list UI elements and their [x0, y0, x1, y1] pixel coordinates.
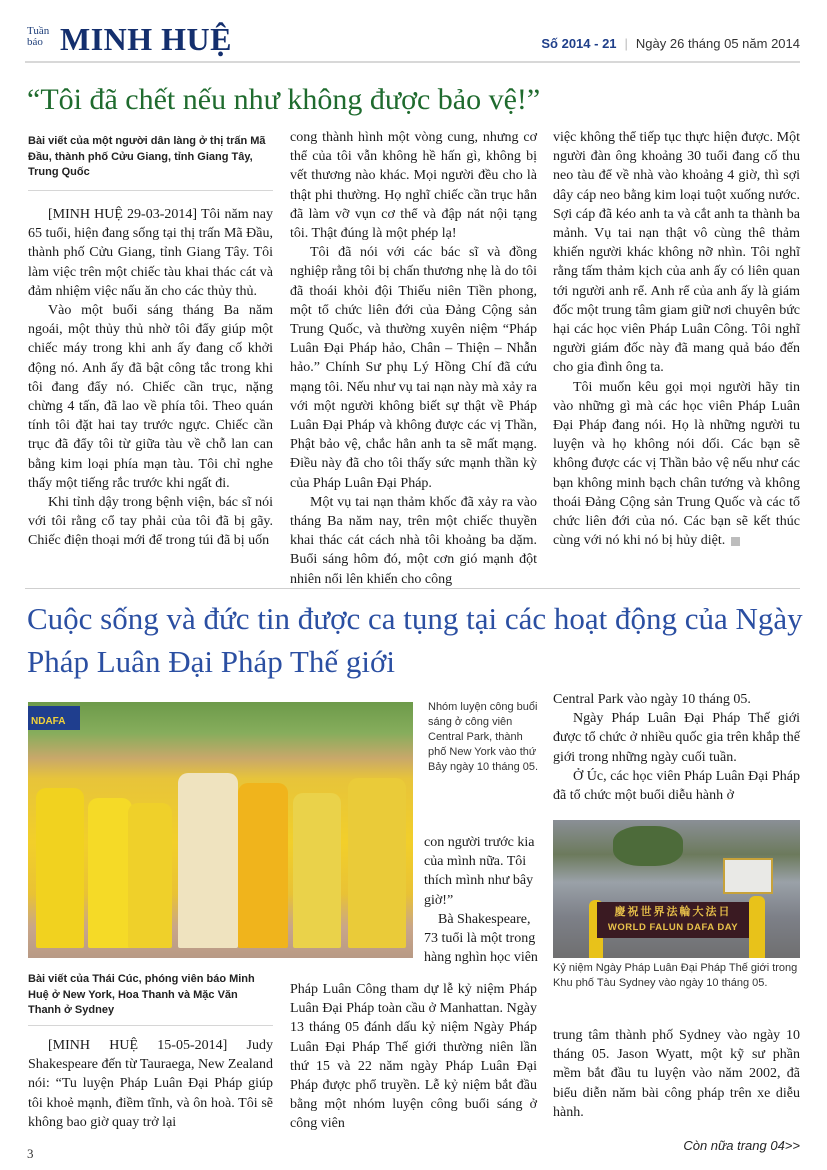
article1-paragraph: [MINH HUỆ 29-03-2014] Tôi năm nay 65 tuổi, hiện đang sống tại thị trấn Mã Đầu, thành phố Cửu Giang, tỉnh Giang Tây. Tôi làm việc trên một chiếc tàu khai thác cát và đảm nhiệm việc nấu ăn cho các thủy thủ.	[28, 207, 273, 299]
article1-paragraph: Khi tỉnh dậy trong bệnh viện, bác sĩ nói với tôi rằng cổ tay phải của tôi đã bị gãy. Chiếc điện thoại mới để trong túi đã bị uốn	[28, 495, 273, 549]
article1-column-2	[290, 128, 537, 589]
article2-title: Cuộc sống và đức tin được ca tụng tại các hoạt động của Ngày Pháp Luân Đại Pháp Thế giới	[27, 601, 803, 679]
figure	[88, 798, 132, 948]
end-of-article-icon	[731, 537, 740, 546]
article2-paragraph: Bà Shakespeare, 73 tuổi là một trong hàng nghìn học viên	[424, 911, 538, 966]
article1-paragraph: Vào một buổi sáng tháng Ba năm ngoái, một thủy thủ nhờ tôi đẩy giúp một chiếc máy trong khi anh ấy đang cố khởi động nó. Anh ấy đã bật công tắc trong khi tôi đang đẩy nó. Chiếc cần trục, nặng chừng 4 tấn, đã lao về phía tôi. Theo quán tính tôi đặt hai tay trước ngực. Chiếc cần trục đã đẩy tôi từ giữa tàu về chỗ lan can bằng kim loại phía mạn tàu. Tôi chỉ nghe thấy một tiếng rắc trước khi ngất đi.	[28, 303, 273, 491]
issue-number: Số 2014 - 21	[541, 36, 617, 51]
issue-separator: |	[624, 36, 628, 51]
figure	[238, 783, 288, 948]
continued-link[interactable]: Còn nữa trang 04>>	[683, 1138, 800, 1153]
figure	[178, 773, 238, 948]
figure	[348, 778, 406, 948]
article1-column-3	[553, 128, 800, 550]
article2-paragraph: Ngày Pháp Luân Đại Pháp Thế giới được tổ chức ở nhiều quốc gia trên khắp thế giới trong những ngày cuối tuần.	[553, 711, 800, 765]
issue-info	[541, 36, 800, 51]
banner-chinese-text: 慶祝世界法輪大法日	[614, 906, 732, 918]
practitioners-figures	[28, 779, 413, 958]
masthead-title: MINH HUỆ	[60, 21, 232, 57]
photo-banner: NDAFA	[28, 706, 80, 730]
article2-paragraph: Ở Úc, các học viên Pháp Luân Đại Pháp đã tổ chức một buổi diễu hành ở	[553, 768, 800, 804]
article1-paragraph	[553, 378, 800, 551]
masthead-prefix-line2: báo	[27, 36, 43, 48]
article1-paragraph: việc không thể tiếp tục thực hiện được. Một người đàn ông khoảng 30 tuổi đang cố thu neo tàu để về nhà vào khoảng 4 giờ, thì sợi dây cáp neo bằng kim loại tuột xuống nước. Sợi cáp đã kéo anh ta và cắt anh ta thành ba mảnh. Vụ tai nạn thật vô cùng thê thảm khiến người khác không nỡ nhìn. Tôi nghĩ rằng tấm thảm kịch của anh ấy có liên quan tới người anh rể. Anh rể của anh ấy là giám đốc một trung tâm giam giữ nơi chuyên bức hại các học viên Pháp Luân Công. Tôi nghĩ người giám đốc này đã mang quả báo đến cho gia đình ông ta.	[553, 130, 800, 376]
banner-english-text: WORLD FALUN DAFA DAY	[607, 922, 739, 933]
article2-column-3-continued	[553, 1026, 800, 1122]
parade-truck	[723, 858, 773, 894]
article2-paragraph: Pháp Luân Công tham dự lễ kỷ niệm Pháp Luân Đại Pháp toàn cầu ở Manhattan. Ngày 13 tháng 05 đánh dấu kỷ niệm Ngày Pháp Luân Đại Pháp Thế giới thường niên lần thứ 15 và 22 năm ngày Pháp Luân Đại Pháp được phổ truyền. Lễ kỷ niệm bắt đầu bằng một nhóm luyện công buổi sáng ở công viên	[290, 982, 537, 1132]
page-number: 3	[27, 1146, 34, 1161]
article2-column-1	[28, 1036, 273, 1132]
article1-paragraph: Tôi đã nói với các bác sĩ và đồng nghiệp rằng tôi bị chấn thương nhẹ là do tôi đã thoái khỏi đội Thiếu niên Tiền phong, một tổ chức liên đới của Đảng Cộng sản Trung Quốc, và thường xuyên niệm “Pháp Luân Đại Pháp hảo, Chân – Thiện – Nhẫn hảo.” Chính Sư phụ Lý Hồng Chí đã cứu mạng tôi. Nếu như vụ tai nạn này mà xảy ra với một người không biết sự thật về Pháp Luân Đại Pháp và không được các vị Thần, Phật bảo vệ, chắc hẳn anh ta sẽ mất mạng. Điều này đã cho tôi thấy sức mạnh thần kỳ của Pháp Luân Đại Pháp.	[290, 245, 537, 491]
article2-narrow-column	[424, 833, 540, 967]
article2-paragraph: Central Park vào ngày 10 tháng 05.	[553, 692, 751, 707]
masthead-prefix	[27, 26, 49, 48]
figure	[128, 803, 172, 948]
article2-byline: Bài viết của Thái Cúc, phóng viên báo Minh Huệ ở New York, Hoa Thanh và Mặc Văn Thanh ở Sydney	[28, 973, 255, 1016]
byline-divider	[28, 1025, 273, 1026]
article2-paragraph: trung tâm thành phố Sydney vào ngày 10 tháng 05. Jason Wyatt, một kỹ sư phần mềm bắt đầu tu luyện vào năm 2002, đã biểu diễn năm bài công pháp trên xe diễu hành.	[553, 1028, 800, 1120]
central-park-photo	[28, 702, 413, 958]
article1-paragraph-text: Tôi muốn kêu gọi mọi người hãy tin vào những gì mà các học viên Pháp Luân Đại Pháp đang nói. Họ là những người tu luyện và họ không nói dối. Các bạn sẽ không được các vị Thần bảo vệ nếu như các bạn không minh bạch chân tướng và không thoái Đảng Cộng sản Trung Quốc và các tổ chức liên đới của nó. Các bạn sẽ kết thúc cùng với nó khi nó bị hủy diệt.	[553, 379, 800, 549]
article2-paragraph: [MINH HUỆ 15-05-2014] Judy Shakespeare đến từ Tauraega, New Zealand nói: “Tu luyện Pháp Luân Đại Pháp giúp tôi khoẻ mạnh, điềm tĩnh, và ôn hoà. Tôi sẽ không bao giờ quay trở lại	[28, 1038, 274, 1130]
sydney-parade-photo	[553, 820, 800, 958]
article1-paragraph: cong thành hình một vòng cung, nhưng cơ thể của tôi vẫn không hề hấn gì, không bị vết thương nào khác. Mọi người đều cho là thật phi thường. Họ nghĩ chiếc cần trục hẳn đã làm vỡ vụn cơ thể và đập nát nội tạng tôi. Thật đúng là một phép lạ!	[290, 130, 537, 242]
figure	[293, 793, 341, 948]
article1-paragraph: Một vụ tai nạn thảm khốc đã xảy ra vào tháng Ba năm nay, trên một chiếc thuyền khai thác cát cách nhà tôi khoảng ba dặm. Buổi sáng hôm đó, một cơn gió mạnh đột nhiên nổi lên khiến cho công	[290, 494, 537, 587]
section-divider	[25, 588, 800, 589]
parade-banner	[597, 902, 749, 938]
article1-column-1	[28, 205, 273, 551]
article1-title: “Tôi đã chết nếu như không được bảo vệ!”	[27, 83, 541, 116]
tree	[613, 826, 683, 866]
person	[749, 896, 765, 958]
issue-date: Ngày 26 tháng 05 năm 2014	[635, 36, 800, 51]
masthead-divider	[25, 61, 800, 63]
masthead-prefix-line1: Tuần	[27, 25, 50, 37]
article1-byline: Bài viết của một người dân làng ở thị trấn Mã Đầu, thành phố Cửu Giang, tỉnh Giang Tây, Trung Quốc	[28, 135, 266, 178]
article2-column-3	[553, 690, 800, 805]
photo1-caption: Nhóm luyện công buổi sáng ở công viên Central Park, thành phố New York vào thứ Bảy ngày 10 tháng 05.	[428, 701, 539, 773]
masthead	[27, 22, 800, 62]
byline-divider	[28, 190, 273, 191]
article2-column-2	[290, 980, 537, 1134]
article2-paragraph: con người trước kia của mình nữa. Tôi thích mình như bây giờ!”	[424, 835, 535, 908]
figure	[36, 788, 84, 948]
photo2-caption: Kỷ niệm Ngày Pháp Luân Đại Pháp Thế giới trong Khu phố Tàu Sydney vào ngày 10 tháng 05.	[553, 962, 798, 989]
